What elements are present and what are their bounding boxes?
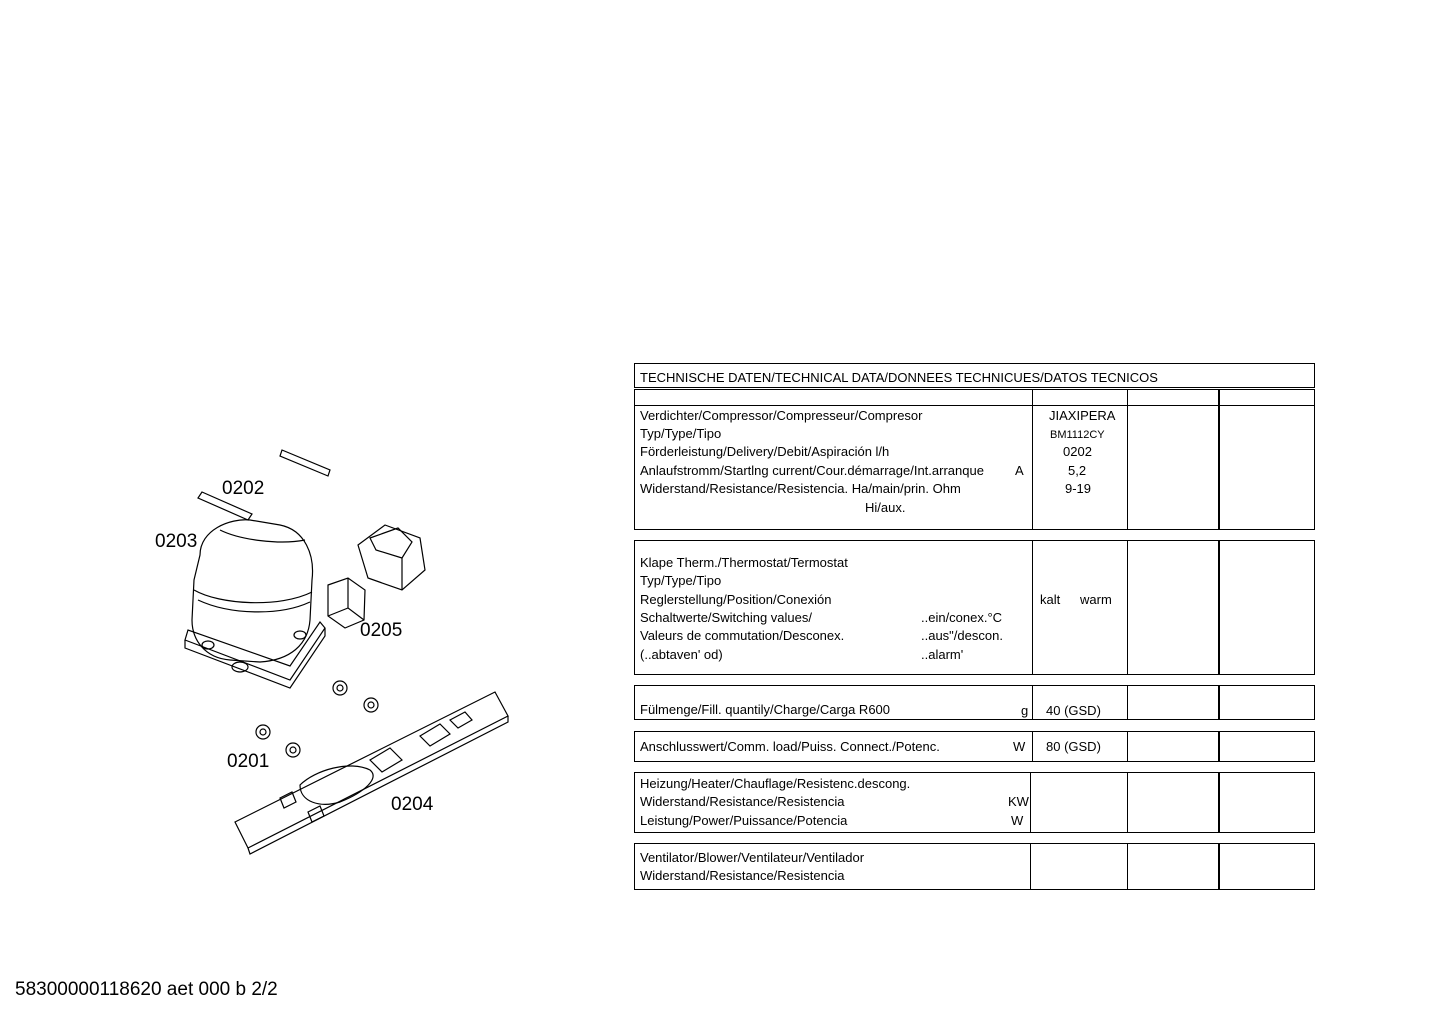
heater-resistance-unit: KW — [1008, 794, 1029, 809]
thermostat-switching-label: Schaltwerte/Switching values/ — [640, 610, 812, 625]
blower-resistance-label: Widerstand/Resistance/Resistencia — [640, 868, 845, 883]
compressor-brand-value: JIAXIPERA — [1049, 408, 1116, 423]
thermostat-off-label: ..aus"/descon. — [921, 628, 1003, 643]
blower-label: Ventilator/Blower/Ventilateur/Ventilador — [640, 850, 865, 865]
compressor-delivery-value: 0202 — [1063, 444, 1092, 459]
load-unit: W — [1013, 739, 1026, 754]
compressor-resistance-label: Widerstand/Resistance/Resistencia. Ha/main/prin. Ohm — [640, 481, 961, 496]
load-label: Anschlusswert/Comm. load/Puiss. Connect./Potenc. — [640, 739, 940, 754]
heater-label: Heizung/Heater/Chauflage/Resistenc.descong. — [640, 776, 911, 791]
compressor-aux-label: Hi/aux. — [865, 500, 906, 515]
table-title: TECHNISCHE DATEN/TECHNICAL DATA/DONNEES TECHNICUES/DATOS TECNICOS — [640, 370, 1158, 385]
compressor-type-value: BM1112CY — [1050, 429, 1105, 441]
compressor-row-label: Verdichter/Compressor/Compresseur/Compresor — [640, 408, 923, 423]
part-label-0205: 0205 — [360, 620, 403, 641]
part-label-0203: 0203 — [155, 531, 198, 552]
compressor-delivery-label: Förderleistung/Delivery/Debit/Aspiración l/h — [640, 444, 890, 459]
compressor-type-label: Typ/Type/Tipo — [640, 426, 722, 441]
thermostat-alarm-label: ..alarm' — [921, 647, 964, 662]
thermostat-position-label: Reglerstellung/Position/Conexión — [640, 592, 832, 607]
thermostat-warm: warm — [1080, 592, 1112, 607]
compressor-current-value: 5,2 — [1068, 463, 1087, 478]
thermostat-type-label: Typ/Type/Tipo — [640, 573, 722, 588]
header-row — [634, 389, 1315, 406]
thermostat-commutation-label: Valeurs de commutation/Desconex. — [640, 628, 845, 643]
heater-power-unit: W — [1011, 813, 1024, 828]
load-value: 80 (GSD) — [1046, 739, 1101, 754]
compressor-current-unit: A — [1015, 463, 1024, 478]
part-label-0204: 0204 — [391, 794, 434, 815]
heater-power-label: Leistung/Power/Puissance/Potencia — [640, 813, 848, 828]
part-label-0202: 0202 — [222, 478, 265, 499]
thermostat-kalt: kalt — [1040, 592, 1061, 607]
thermostat-label: Klape Therm./Thermostat/Termostat — [640, 555, 848, 570]
compressor-current-label: Anlaufstromm/Startlng current/Cour.démarrage/Int.arranque — [640, 463, 984, 478]
charge-unit: g — [1021, 703, 1029, 718]
thermostat-defrost-label: (..abtaven' od) — [640, 647, 723, 662]
exploded-parts-drawing — [140, 430, 530, 860]
charge-label: Fülmenge/Fill. quantily/Charge/Carga R600 — [640, 702, 891, 717]
thermostat-on-label: ..ein/conex.°C — [921, 610, 1003, 625]
document-id: 58300000118620 aet 000 b 2/2 — [15, 979, 278, 1000]
charge-value: 40 (GSD) — [1046, 703, 1101, 718]
heater-resistance-label: Widerstand/Resistance/Resistencia — [640, 794, 845, 809]
part-label-0201: 0201 — [227, 751, 270, 772]
compressor-resistance-value: 9-19 — [1065, 481, 1092, 496]
